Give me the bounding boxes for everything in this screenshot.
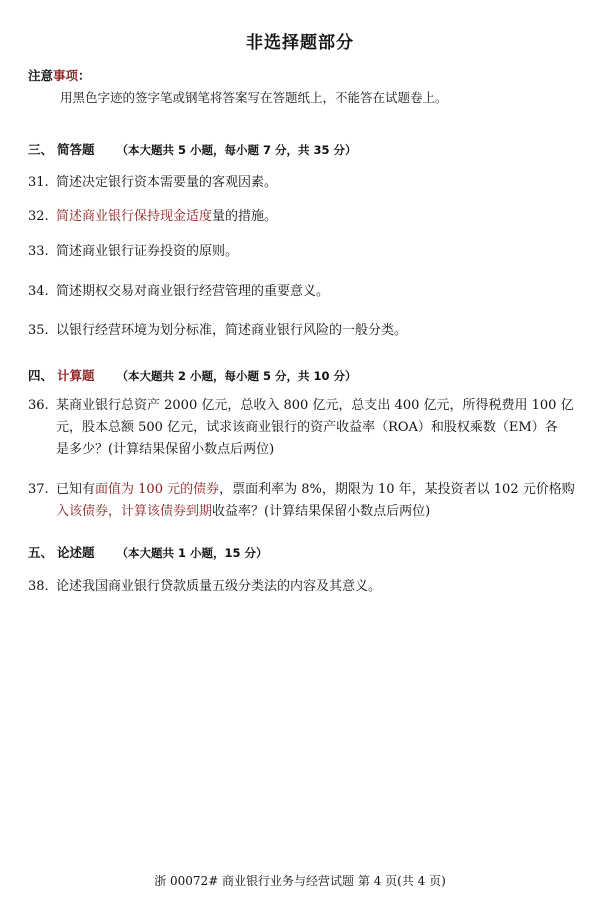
question-number: 38.	[28, 579, 49, 594]
question-38	[28, 576, 578, 598]
section-number: 五、	[28, 545, 54, 560]
section-heading-essay	[28, 543, 268, 561]
question-text-highlight: 面值为 100 元的债券	[95, 482, 220, 497]
section-info: （本大题共 5 小题，每小题 7 分，共 35 分）	[116, 143, 357, 157]
question-text-highlight: 入该债券，计算该债券到期	[56, 504, 213, 519]
question-text: ，票面利率为 8%，期限为 10 年，某投资者以 102 元价格购	[219, 482, 575, 497]
page-footer: 浙 00072# 商业银行业务与经营试题 第 4 页(共 4 页)	[154, 874, 446, 888]
question-number: 36.	[28, 398, 49, 413]
question-36	[28, 395, 578, 461]
note-body: 用黑色字迹的签字笔或钢笔将答案写在答题纸上，不能答在试题卷上。	[60, 90, 448, 105]
question-text: 简述决定银行资本需要量的客观因素。	[56, 175, 278, 190]
section-number: 四、	[28, 368, 54, 383]
note-heading-highlight: 事项	[53, 68, 79, 83]
question-33	[28, 241, 578, 263]
question-37	[28, 479, 578, 523]
section-name: 简答题	[57, 142, 95, 157]
question-text: 已知有	[56, 482, 96, 497]
question-text-line: 元，股本总额 500 亿元，试求该商业银行的资产收益率（ROA）和股权乘数（EM）各	[56, 420, 558, 435]
question-text: 简述期权交易对商业银行经营管理的重要意义。	[56, 284, 330, 299]
section-info: （本大题共 2 小题，每小题 5 分，共 10 分）	[116, 369, 357, 383]
section-heading-calculation	[28, 366, 357, 384]
question-text-line: 是多少？(计算结果保留小数点后两位)	[56, 442, 275, 457]
question-31	[28, 172, 578, 194]
section-name: 论述题	[57, 545, 95, 560]
question-number: 32.	[28, 209, 49, 224]
question-text-line: 某商业银行总资产 2000 亿元，总收入 800 亿元，总支出 400 亿元，所得税费用 100 亿	[56, 398, 574, 413]
question-34	[28, 281, 578, 303]
question-text: 论述我国商业银行贷款质量五级分类法的内容及其意义。	[56, 579, 382, 594]
question-text-highlight: 简述商业银行保持现金适度	[56, 209, 213, 224]
question-text: 以银行经营环境为划分标准，简述商业银行风险的一般分类。	[56, 323, 408, 338]
question-number: 33.	[28, 244, 49, 259]
question-number: 37.	[28, 482, 49, 497]
question-text-line-2	[28, 501, 578, 523]
question-text: 简述商业银行证券投资的原则。	[56, 244, 239, 259]
question-number: 34.	[28, 284, 49, 299]
section-name: 计算题	[57, 368, 95, 383]
question-number: 35.	[28, 323, 49, 338]
page-title: 非选择题部分	[246, 33, 354, 53]
question-text: 量的措施。	[212, 209, 278, 224]
question-number: 31.	[28, 175, 49, 190]
question-32	[28, 206, 578, 228]
note-heading	[28, 66, 91, 84]
section-heading-short-answer	[28, 140, 357, 158]
section-number: 三、	[28, 142, 54, 157]
question-35	[28, 320, 578, 342]
question-text: 收益率？(计算结果保留小数点后两位)	[212, 504, 431, 519]
note-heading-suffix: ：	[78, 68, 91, 83]
section-info: （本大题共 1 小题，15 分）	[116, 546, 268, 560]
note-heading-prefix: 注意	[28, 68, 54, 83]
